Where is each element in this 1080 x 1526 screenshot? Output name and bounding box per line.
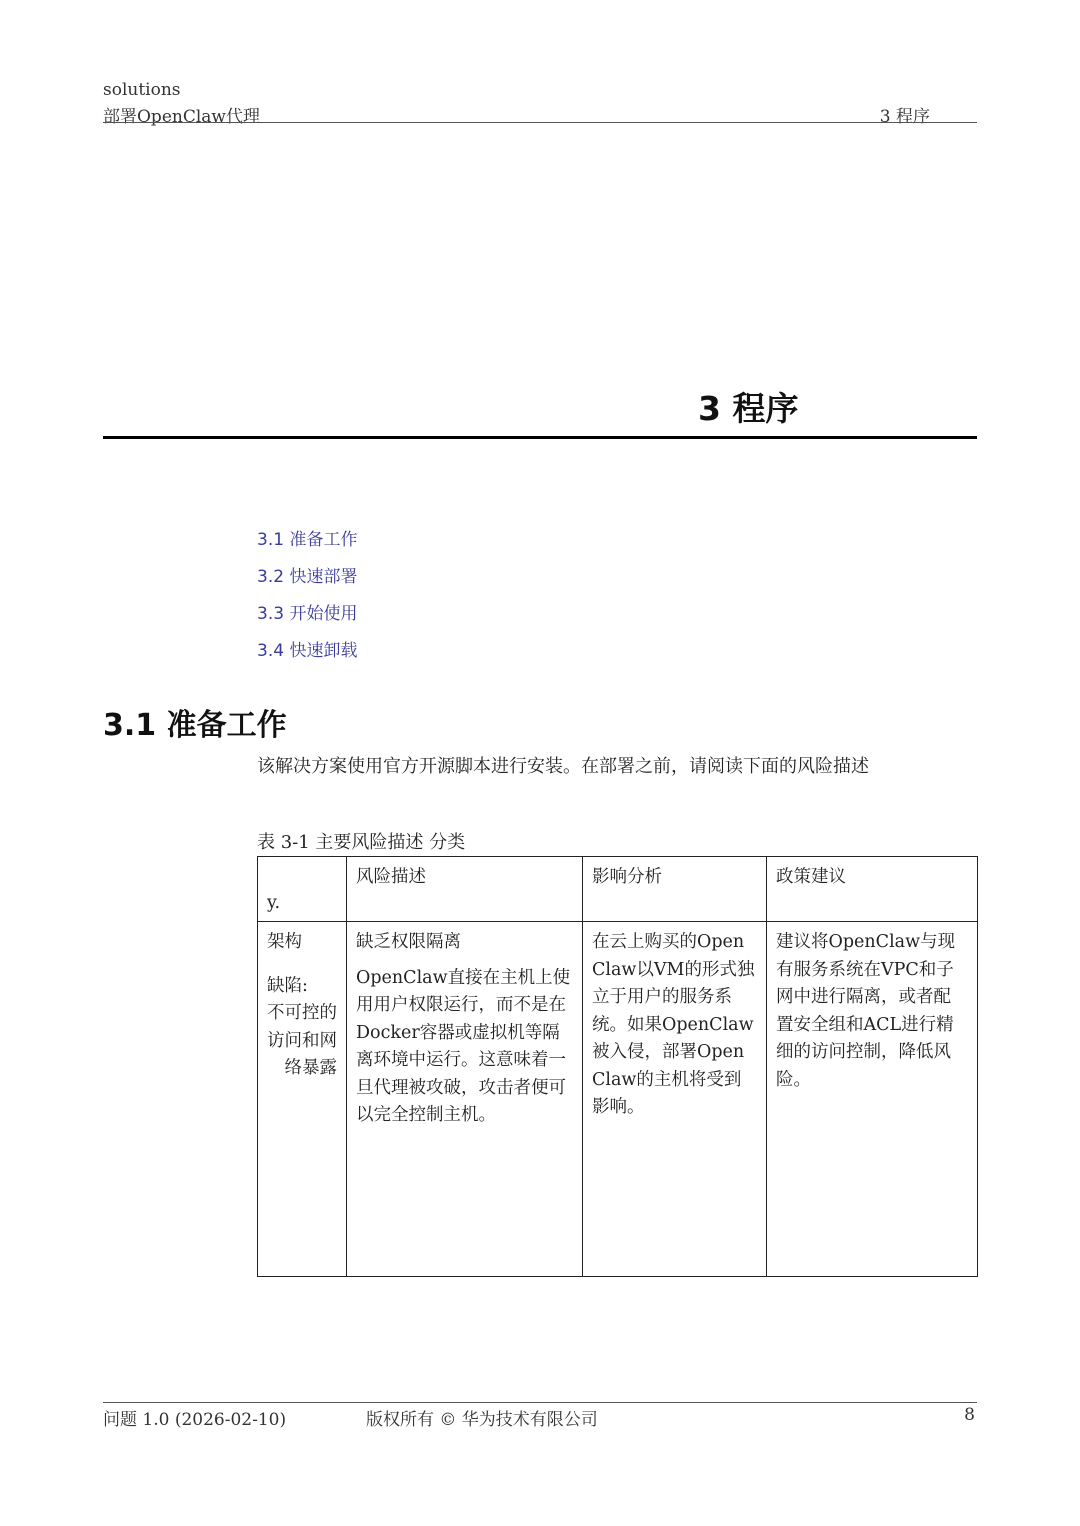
header-cell-impact: 影响分析 [583, 857, 767, 922]
page-number: 8 [964, 1405, 975, 1425]
chapter-rule [103, 436, 977, 439]
cell-risk [347, 922, 583, 1277]
header-line1: solutions [103, 80, 181, 100]
header-chapter: 3 程序 [879, 107, 930, 127]
toc-link-3-2[interactable]: 3.2 快速部署 [257, 567, 358, 587]
chapter-title: 3 程序 [698, 389, 799, 428]
table-row [258, 922, 978, 1277]
defect-label: 缺陷: [267, 975, 308, 996]
table-of-contents [257, 527, 357, 675]
cell-category [258, 922, 347, 1277]
category-label: 架构 [267, 932, 302, 952]
footer-version: 问题 1.0 (2026-02-10) [103, 1410, 287, 1430]
risk-description: OpenClaw直接在主机上使用用户权限运行，而不是在Docker容器或虚拟机等隔离环境中运行。这意味着一旦代理被攻破，攻击者便可以完全控制主机。 [356, 967, 571, 1125]
toc-link-3-4[interactable]: 3.4 快速卸载 [257, 641, 358, 661]
header-cell-risk: 风险描述 [347, 857, 583, 922]
table-header-row [258, 857, 978, 922]
risk-table [257, 856, 978, 1277]
toc-link-3-3[interactable]: 3.3 开始使用 [257, 604, 358, 624]
header-cell-policy: 政策建议 [767, 857, 978, 922]
risk-name: 缺乏权限隔离 [356, 932, 461, 952]
cell-policy: 建议将OpenClaw与现有服务系统在VPC和子网中进行隔离，或者配置安全组和ACL进行精细的访问控制，降低风险。 [767, 922, 978, 1277]
section-title: 3.1 准备工作 [103, 708, 287, 743]
footer-rule [103, 1402, 977, 1403]
header-doc-title: 部署OpenClaw代理 [103, 107, 260, 127]
header-cell-category: y. [258, 857, 347, 922]
cell-impact: 在云上购买的OpenClaw以VM的形式独立于用户的服务系统。如果OpenClaw被入侵，部署OpenClaw的主机将受到影响。 [583, 922, 767, 1277]
table-caption: 表 3-1 主要风险描述 分类 [257, 832, 466, 853]
header-rule [103, 122, 977, 123]
toc-link-3-1[interactable]: 3.1 准备工作 [257, 530, 358, 550]
section-intro: 该解决方案使用官方开源脚本进行安装。在部署之前，请阅读下面的风险描述 [257, 756, 869, 777]
defect-text: 不可控的访问和网络暴露 [267, 1003, 337, 1078]
footer-copyright: 版权所有 © 华为技术有限公司 [366, 1410, 598, 1430]
